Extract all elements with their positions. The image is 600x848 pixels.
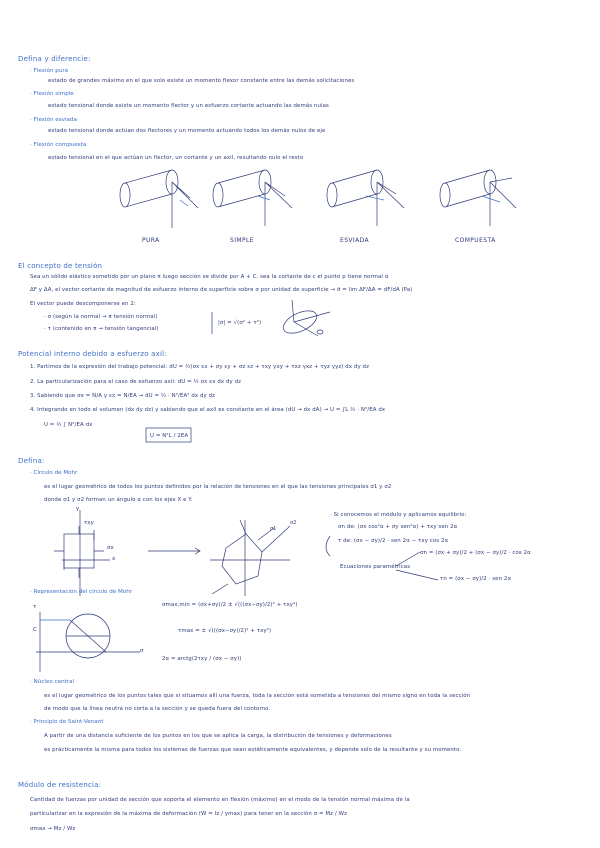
mohr-text-1: es el lugar geométrico de todos los puntos definidos por la relación de tensiones en el que las tensiones principales σ1 y σ2 [44, 484, 392, 490]
nucleo-text-1: es el lugar geométrico de los puntos tales que si situamos allí una fuerza, toda la sección está sometida a tensiones del mismo signo en toda la sección [44, 693, 471, 699]
tension-line-3: El vector puede descomponerse en 2: [30, 301, 136, 307]
potencial-line-5: U = ½ ∫ N²/EA dx [44, 422, 93, 428]
beam-label-pura: PURA [142, 237, 160, 244]
item-text-flexion-pura: estado de grandes máximo en el que solo existe un momento flexor constante entre las demás solicitaciones [48, 78, 355, 84]
label-y: y [76, 506, 80, 512]
nucleo-title: · Núcleo central [30, 679, 75, 685]
saint-venant-text-2: es prácticamente la misma para todos los sistemas de fuerzas que sean estáticamente equivalentes, y depende solo de la resultante y su momento. [44, 747, 462, 753]
tension-line-2: ΔF y ΔA, el vector cortante de magnitud de esfuerzo interno de superficie sobre σ por unidad de superficie → σ̄ = lim ΔF/ΔA = dF/dA (Pa) [30, 287, 413, 293]
nucleo-text-2: de modo que la línea neutra no corta a la sección y se queda fuera del contorno. [44, 706, 271, 712]
potencial-line-3: 3. Sabiendo que σx = N/A y εx = N/EA → dU = ½ · N²/EA² dx dy dz [30, 393, 216, 399]
tension-line-4: · σ (según la normal → π tensión normal) [44, 314, 158, 320]
beam-label-simple: SIMPLE [230, 237, 254, 244]
item-text-flexion-simple: estado tensional donde existe un momento flector y un esfuerzo cortante actuando las demás nulas [48, 103, 329, 109]
potencial-line-1: 1. Partimos de la expresión del trabajo potencial: dU = ½(σx εx + σy εy + σz εz + τxy γxy + τxz γxz + τyz γyz) dx dy dz [30, 364, 370, 370]
modulo-line-2: particularizar en la expresión de la máxima de deformación (W = Iz / ymax) para tener en la sección σ = Mz / Wz [30, 811, 348, 817]
tension-formula: |σ| = √(σ² + τ²) [218, 320, 262, 326]
section-heading-defina: Defina y diferencie: [18, 55, 91, 63]
tension-line-1: Sea un sólido elástico sometido por un plano π luego sección se divide por A + C. sea la cortante de c el punto p tiene normal α [30, 274, 389, 280]
mohr-right-3: τ de: (σx − σy)/2 · sen 2α − τxy cos 2α [338, 538, 449, 544]
beam-label-esviada: ESVIADA [340, 237, 369, 244]
label-tau-xy: τxy [84, 520, 94, 526]
section-heading-defina2: Defina: [18, 457, 45, 465]
mohr-rep-formula-1: σmax,min = (σx+σy)/2 ± √(((σx−σy)/2)² + τxy²) [162, 602, 298, 608]
item-title-flexion-simple: · Flexión simple [30, 91, 74, 97]
section-heading-modulo: Módulo de resistencia: [18, 781, 102, 789]
section-heading-tension: El concepto de tensión [18, 262, 103, 270]
saint-venant-title: · Principio de Saint-Venant [30, 719, 104, 725]
mohr-right-6: τn = (σx − σy)/2 · sen 2α [440, 576, 512, 582]
modulo-line-1: Cantidad de fuerzas por unidad de sección que soporta el elemento en flexión (máximo) en el modo de la tensión normal máxima de la [30, 797, 410, 803]
potencial-line-4: 4. Integrando en todo el volumen (dx dy dz) y sabiendo que el axil es constante en el área (dU → dx dA) → U = ∫L ½ · N²/EA dx [30, 407, 386, 413]
label-sigma-x: σx [107, 545, 114, 551]
potencial-line-2: 2. La particularización para el caso de esfuerzo axil: dU = ½ σx εx dx dy dz [30, 379, 242, 385]
svg-text:σ2: σ2 [290, 520, 297, 526]
saint-venant-text-1: A partir de una distancia suficiente de los puntos en los que se aplica la carga, la distribución de tensiones y deformaciones [44, 733, 392, 739]
mohr-right-2: σn de: (σx cos²α + σy sen²α) + τxy sen 2α [338, 524, 458, 530]
label-x: x [112, 556, 116, 562]
svg-text:σ1: σ1 [270, 526, 277, 532]
mohr-rep-title: · Representación del círculo de Mohr [30, 589, 133, 595]
mohr-right-1: · Si conocemos el módulo y aplicamos equilibrio: [330, 512, 467, 518]
item-title-flexion-pura: · Flexión pura [30, 68, 69, 74]
label-tau: τ [33, 604, 37, 610]
section-heading-potencial: Potencial interno debido a esfuerzo axil: [18, 350, 167, 358]
beam-label-compuesta: COMPUESTA [455, 237, 496, 244]
mohr-rep-formula-3: 2α = arctg(2τxy / (σx − σy)) [162, 656, 242, 662]
item-text-flexion-compuesta: estado tensional en el que actúan un flector, un cortante y un axil, resultando nulo el resto [48, 155, 304, 161]
potencial-formula-boxed: U = N²L / 2EA [150, 433, 189, 439]
modulo-line-3: σmax → Mz / Wz [30, 826, 76, 832]
mohr-title: · Círculo de Mohr [30, 470, 78, 476]
mohr-rep-formula-2: τmax = ± √(((σx−σy)/2)² + τxy²) [178, 628, 272, 634]
label-sigma: σ [140, 648, 144, 654]
mohr-right-5: σn = (σx + σy)/2 + (σx − σy)/2 · cos 2α [420, 550, 531, 556]
mohr-text-2: donde σ1 y σ2 forman un ángulo α con los ejes X e Y. [44, 497, 193, 503]
tension-line-5: · τ (contenido en π → tensión tangencial) [44, 326, 159, 332]
item-title-flexion-compuesta: · Flexión compuesta [30, 142, 87, 148]
mohr-right-4: Ecuaciones paramétricas [340, 564, 411, 570]
item-text-flexion-esviada: estado tensional donde actúan dos flectores y un momento actuando todos los demás nulos de eje [48, 128, 326, 134]
item-title-flexion-esviada: · Flexión esviada [30, 117, 77, 123]
label-c: C [33, 627, 37, 633]
